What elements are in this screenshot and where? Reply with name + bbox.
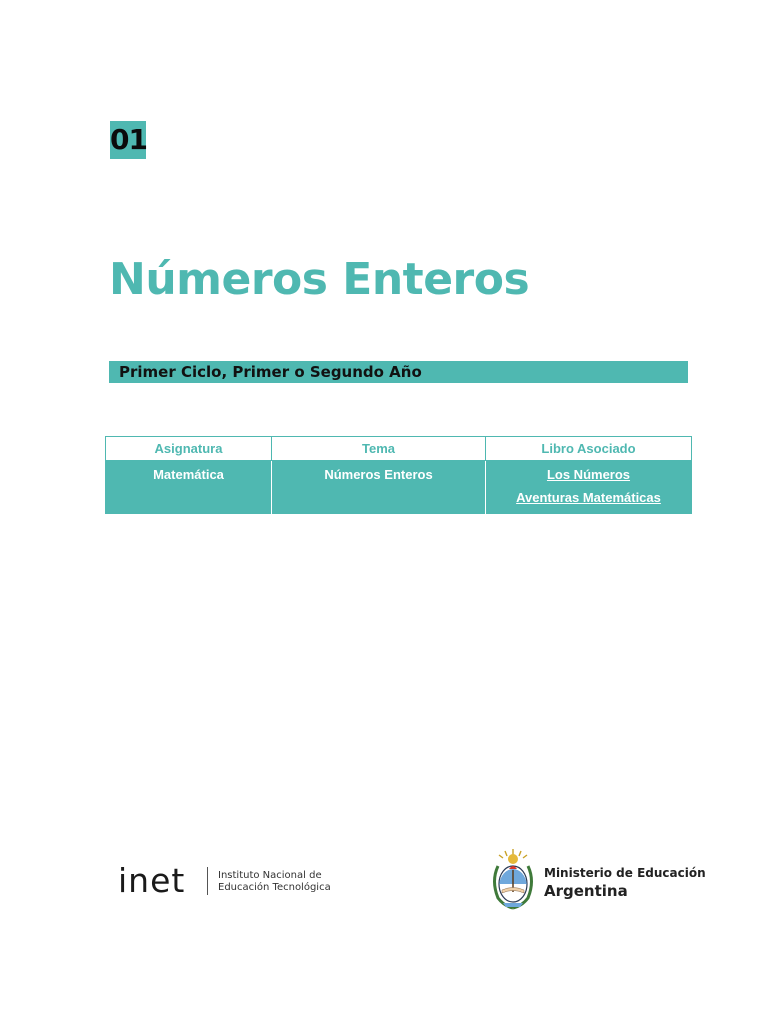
header-asignatura: Asignatura <box>106 437 272 461</box>
inet-name-line2: Educación Tecnológica <box>218 882 331 893</box>
inet-name-line1: Instituto Nacional de <box>218 870 322 881</box>
ministry-logo <box>490 848 706 912</box>
book-link-los-numeros[interactable]: Los Números <box>546 467 631 482</box>
header-tema: Tema <box>272 437 486 461</box>
table-row <box>106 461 692 515</box>
page-title: Números Enteros <box>109 254 530 305</box>
info-table <box>105 436 692 514</box>
cell-libro-asociado <box>486 461 692 515</box>
logo-divider <box>207 867 208 895</box>
ministry-text <box>544 866 706 901</box>
table-header-row <box>106 437 692 461</box>
coat-of-arms-icon <box>490 848 536 910</box>
asignatura-value: Matemática <box>153 467 224 482</box>
ministry-name: Ministerio de Educación <box>544 866 706 880</box>
subtitle-text: Primer Ciclo, Primer o Segundo Año <box>119 363 422 381</box>
cell-asignatura <box>106 461 272 515</box>
subtitle-bar <box>109 361 688 383</box>
inet-institution-name <box>218 870 378 894</box>
header-libro-asociado: Libro Asociado <box>486 437 692 461</box>
inet-wordmark: inet <box>118 861 186 900</box>
ministry-country: Argentina <box>544 882 628 900</box>
tema-value: Números Enteros <box>324 467 433 482</box>
book-link-aventuras-matematicas[interactable]: Aventuras Matemáticas <box>516 490 661 505</box>
cell-tema <box>272 461 486 515</box>
unit-number-badge: 01 <box>110 121 146 159</box>
